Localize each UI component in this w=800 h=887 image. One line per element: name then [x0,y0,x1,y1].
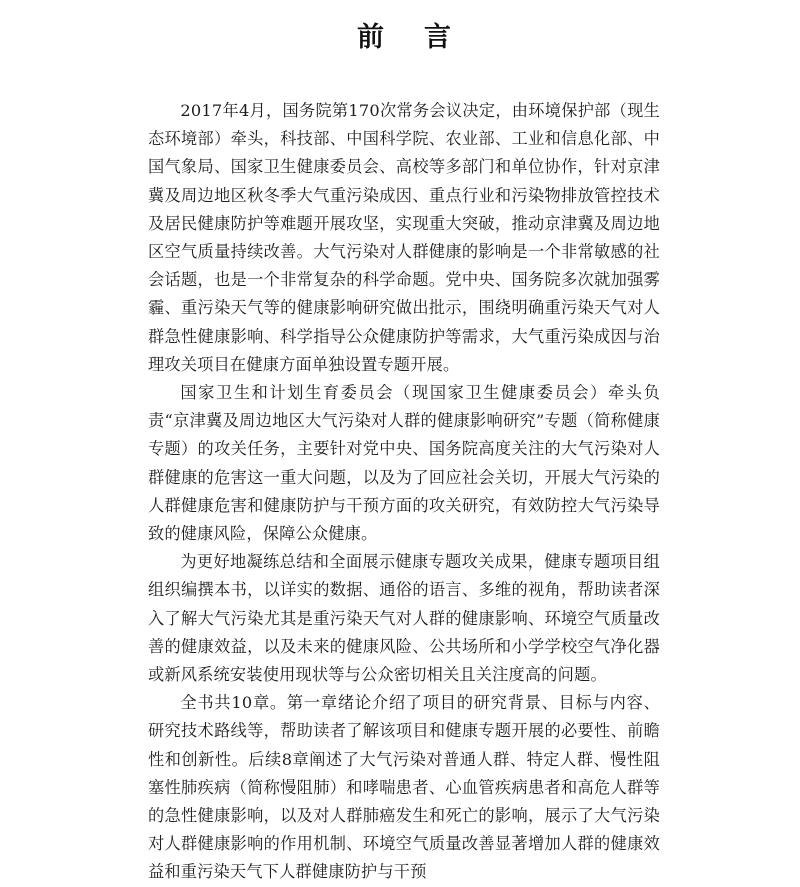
paragraph-2: 国家卫生和计划生育委员会（现国家卫生健康委员会）牵头负责“京津冀及周边地区大气污染对人群的健康影响研究”专题（简称健康专题）的攻关任务，主要针对党中央、国务院高度关注的大气污染对人群健康的危害这一重大问题，以及为了回应社会关切，开展大气污染的人群健康危害和健康防护与干预方面的攻关研究，有效防控大气污染导致的健康风险，保障公众健康。 [148,383,660,544]
page-title: 前言 [357,22,491,53]
paragraph-4: 全书共10章。第一章绪论介绍了项目的研究背景、目标与内容、研究技术路线等，帮助读者了解该项目和健康专题开展的必要性、前瞻性和创新性。后续8章阐述了大气污染对普通人群、特定人群、慢性阻塞性肺疾病（简称慢阻肺）和哮喘患者、心血管疾病患者和高危人群等的急性健康影响，以及对人群肺癌发生和死亡的影响，展示了大气污染对人群健康影响的作用机制、环境空气质量改善显著增加人群的健康效益和重污染天气下人群健康防护与干预 [148,693,660,882]
paragraph-3: 为更好地凝练总结和全面展示健康专题攻关成果，健康专题项目组组织编撰本书，以详实的数据、通俗的语言、多维的视角，帮助读者深入了解大气污染尤其是重污染天气对人群的健康影响、环境空气质量改善的健康效益，以及未来的健康风险、公共场所和小学学校空气净化器或新风系统安装使用现状等与公众密切相关且关注度高的问题。 [148,552,660,685]
preface-body [148,97,660,887]
paragraph-1: 2017年4月，国务院第170次常务会议决定，由环境保护部（现生态环境部）牵头，科技部、中国科学院、农业部、工业和信息化部、中国气象局、国家卫生健康委员会、高校等多部门和单位协作，针对京津冀及周边地区秋冬季大气重污染成因、重点行业和污染物排放管控技术及居民健康防护等难题开展攻坚，实现重大突破，推动京津冀及周边地区空气质量持续改善。大气污染对人群健康的影响是一个非常敏感的社会话题，也是一个非常复杂的科学命题。党中央、国务院多次就加强雾霾、重污染天气等的健康影响研究做出批示，围绕明确重污染天气对人群急性健康影响、科学指导公众健康防护等需求，大气重污染成因与治理攻关项目在健康方面单独设置专题开展。 [148,101,660,374]
